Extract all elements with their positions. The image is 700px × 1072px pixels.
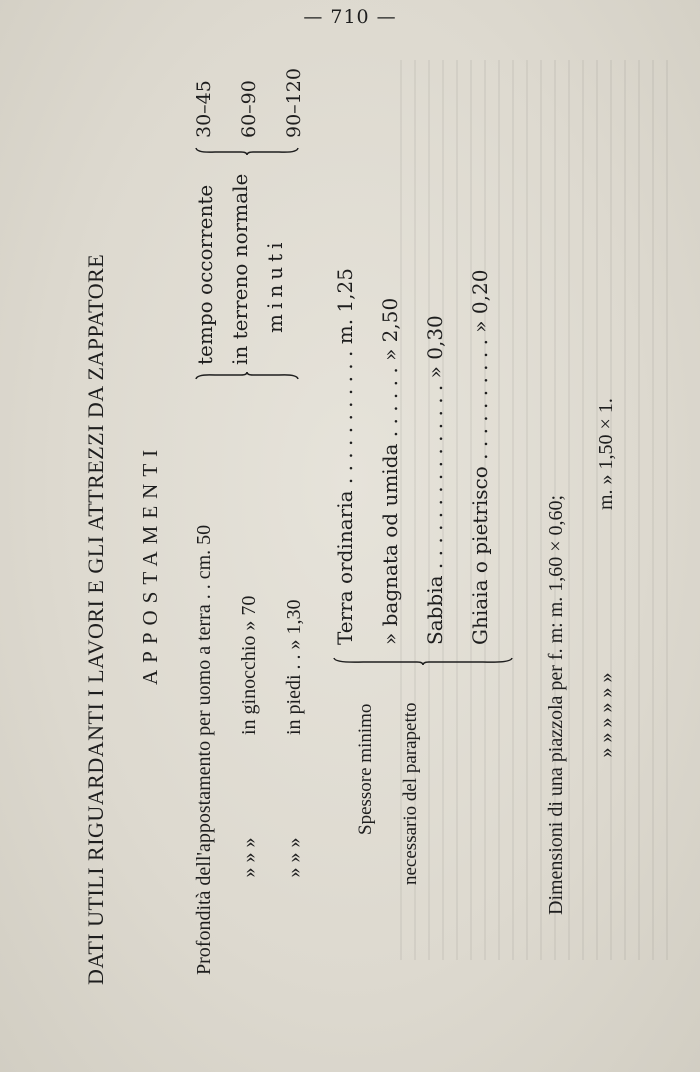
depth-label: uomo a terra — [193, 604, 215, 706]
section-heading: APPOSTAMENTI — [138, 442, 162, 685]
time-value: 30–45 — [193, 80, 215, 138]
depth-row — [283, 599, 306, 975]
thickness-label: necessario del parapetto — [400, 702, 421, 885]
depth-leader: . . » — [283, 639, 305, 670]
depth-value: 50 — [193, 524, 215, 545]
time-value: 90–120 — [283, 68, 305, 138]
page-number: — 710 — — [303, 6, 397, 28]
time-label: in terreno normale — [228, 173, 252, 365]
dimension-row: Dimensioni di una piazzola per f. m: m. 1,60 × 0,60; — [545, 494, 567, 915]
depth-leader: . . cm. — [193, 549, 215, 600]
depth-prefix: » » » — [238, 837, 260, 878]
depth-value: 70 — [238, 595, 260, 616]
depth-prefix: Profondità dell'appostamento per — [193, 710, 215, 975]
material-name: Terra ordinaria — [333, 490, 357, 645]
material-leader: . . . . . . . . . . » — [468, 320, 492, 460]
material-value: 0,20 — [468, 269, 492, 315]
depth-label: in ginocchio — [238, 635, 260, 735]
material-value: 1,25 — [333, 268, 357, 313]
dimension-value: m. » 1,50 × 1. — [595, 398, 617, 510]
rotated-table — [65, 68, 685, 985]
material-row — [333, 268, 357, 645]
material-leader: . . . . . . . . . . . m. — [333, 318, 357, 485]
depth-value: 1,30 — [283, 599, 305, 635]
time-label: minuti — [263, 237, 287, 333]
material-row — [468, 270, 492, 645]
time-label: tempo occorrente — [193, 184, 217, 365]
dimension-row — [595, 398, 618, 915]
material-row — [378, 298, 402, 645]
thickness-label: Spessore minimo — [355, 703, 376, 835]
time-value: 60–90 — [238, 80, 260, 138]
depth-row — [238, 596, 261, 975]
material-name: » bagnata od umida — [378, 443, 402, 645]
brace-right — [195, 147, 299, 155]
depth-label: in piedi — [283, 674, 305, 735]
material-leader: . . . . . . » — [378, 348, 402, 438]
depth-leader: » — [238, 620, 260, 631]
material-value: 0,30 — [423, 315, 447, 360]
dimension-dittos: » » » » » » — [595, 672, 617, 758]
brace-materials — [333, 657, 513, 665]
material-leader: . . . . . . . . . . . . . . . » — [423, 366, 447, 570]
material-name: Sabbia — [423, 575, 447, 645]
page-title: DATI UTILI RIGUARDANTI I LAVORI E GLI ATTREZZI DA ZAPPATORE — [83, 253, 108, 985]
depth-prefix: » » » — [283, 837, 305, 878]
material-name: Ghiaia o pietrisco — [468, 466, 492, 645]
material-value: 2,50 — [378, 297, 402, 343]
material-row — [423, 315, 447, 645]
depth-row — [193, 525, 216, 975]
brace-left — [195, 372, 299, 380]
